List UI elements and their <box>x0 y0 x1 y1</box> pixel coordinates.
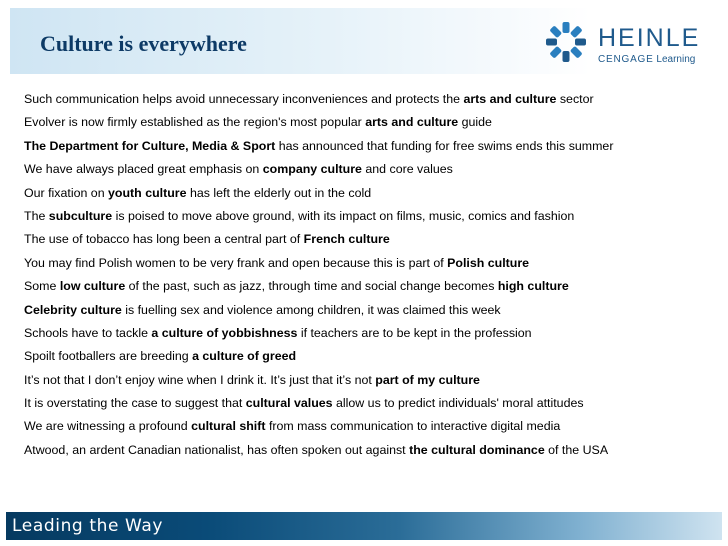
sentence-text: from mass communication to interactive digital media <box>265 419 561 434</box>
highlighted-phrase: French culture <box>303 232 390 247</box>
sentence-text: guide <box>458 115 492 130</box>
highlighted-phrase: cultural shift <box>191 419 266 434</box>
sentence-line <box>24 111 724 134</box>
sentence-text: It’s not that I don’t enjoy wine when I drink it. It’s just that it’s not <box>24 372 376 387</box>
sentence-text: if teachers are to be kept in the profession <box>297 325 532 340</box>
sentence-text: Such communication helps avoid unnecessary inconveniences and protects the <box>24 92 464 106</box>
sentence-line <box>24 275 724 298</box>
slide-title: Culture is everywhere <box>40 31 247 56</box>
sentence-text: We have always placed great emphasis on <box>24 162 263 177</box>
sentence-line <box>24 228 724 251</box>
sentence-list <box>24 88 724 462</box>
sentence-text: The <box>24 208 49 223</box>
sentence-text: is poised to move above ground, with its impact on films, music, comics and fashion <box>112 208 575 223</box>
highlighted-phrase: cultural values <box>245 396 333 411</box>
sentence-line <box>24 415 724 438</box>
sentence-text: allow us to predict individuals' moral attitudes <box>332 396 584 411</box>
sentence-text: It is overstating the case to suggest that <box>24 396 246 411</box>
sentence-text: has left the elderly out in the cold <box>186 185 372 200</box>
sentence-line <box>24 158 724 181</box>
sentence-text: The use of tobacco has long been a central part of <box>24 232 304 247</box>
sentence-line <box>24 182 724 205</box>
heinle-star-mark-icon <box>540 16 592 68</box>
sentence-line <box>24 345 724 368</box>
highlighted-phrase: subculture <box>48 208 113 223</box>
sentence-line <box>24 135 724 158</box>
publisher-logo <box>536 12 716 72</box>
sentence-text: has announced that funding for free swims ends this summer <box>275 138 614 153</box>
highlighted-phrase: a culture of greed <box>192 349 297 364</box>
highlighted-phrase: the cultural dominance <box>409 442 545 457</box>
footer-tagline: Leading the Way <box>12 516 164 536</box>
logo-brand-text: HEINLE <box>598 24 701 52</box>
sentence-line <box>24 299 724 322</box>
sentence-line <box>24 369 724 392</box>
sentence-line <box>24 205 724 228</box>
sentence-line <box>24 322 724 345</box>
sentence-text: You may find Polish women to be very frank and open because this is part of <box>24 255 448 270</box>
highlighted-phrase: arts and culture <box>365 115 459 130</box>
sentence-text: Atwood, an ardent Canadian nationalist, has often spoken out against <box>24 442 410 457</box>
highlighted-phrase: company culture <box>262 162 362 177</box>
sentence-text: and core values <box>361 162 453 177</box>
highlighted-phrase: high culture <box>497 279 569 294</box>
highlighted-phrase: The Department for Culture, Media & Sport <box>24 138 276 153</box>
logo-subtitle <box>598 55 695 65</box>
highlighted-phrase: Celebrity culture <box>24 302 122 317</box>
sentence-text: Our fixation on <box>24 185 109 200</box>
sentence-line <box>24 439 724 462</box>
sentence-text: Evolver is now firmly established as the region's most popular <box>24 115 366 130</box>
sentence-text: of the past, such as jazz, through time and social change becomes <box>125 279 498 294</box>
sentence-text: sector <box>556 92 594 106</box>
highlighted-phrase: a culture of yobbishness <box>151 325 298 340</box>
logo-sub-cengage: CENGAGE <box>598 54 654 65</box>
sentence-text: of the USA <box>544 442 609 457</box>
highlighted-phrase: Polish culture <box>447 255 530 270</box>
sentence-line <box>24 88 724 111</box>
footer-bar <box>6 512 722 540</box>
highlighted-phrase: arts and culture <box>463 92 557 106</box>
highlighted-phrase: youth culture <box>108 185 187 200</box>
highlighted-phrase: low culture <box>59 279 126 294</box>
logo-sub-learning: Learning <box>656 54 696 65</box>
sentence-line <box>24 392 724 415</box>
sentence-text: We are witnessing a profound <box>24 419 192 434</box>
sentence-text: Spoilt footballers are breeding <box>24 349 193 364</box>
sentence-text: is fuelling sex and violence among children, it was claimed this week <box>121 302 501 317</box>
sentence-line <box>24 252 724 275</box>
sentence-text: Schools have to tackle <box>24 325 152 340</box>
highlighted-phrase: part of my culture <box>375 372 480 387</box>
sentence-text: Some <box>24 279 60 294</box>
